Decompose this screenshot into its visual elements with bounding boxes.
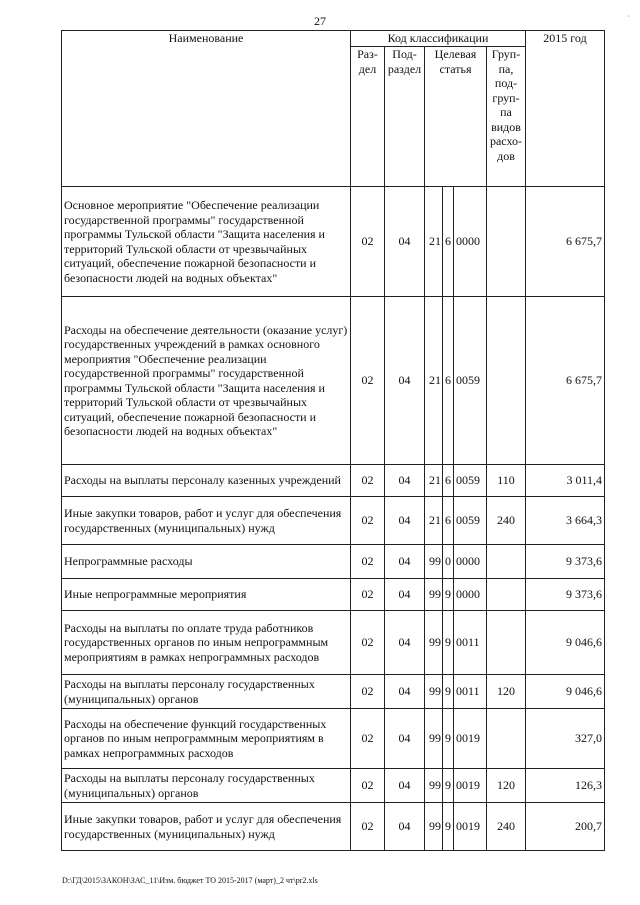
row-amount: 9 046,6	[526, 611, 605, 675]
row-cs3: 0019	[454, 803, 487, 851]
row-razdel: 02	[351, 611, 385, 675]
header-target: Целевая статья	[425, 47, 487, 187]
row-vid	[487, 187, 526, 297]
row-cs3: 0000	[454, 187, 487, 297]
row-podrazdel: 04	[385, 497, 425, 545]
row-vid: 120	[487, 769, 526, 803]
row-vid	[487, 611, 526, 675]
row-razdel: 02	[351, 545, 385, 579]
row-cs2: 9	[443, 803, 454, 851]
row-cs1: 99	[425, 611, 443, 675]
row-cs3: 0019	[454, 709, 487, 769]
row-cs2: 9	[443, 611, 454, 675]
row-cs2: 0	[443, 545, 454, 579]
header-group: Груп- па, под- груп- па видов расхо- дов	[487, 47, 526, 187]
row-cs1: 99	[425, 675, 443, 709]
row-name: Иные закупки товаров, работ и услуг для обеспечения государственных (муниципальных) нужд	[62, 803, 351, 851]
row-amount: 9 373,6	[526, 545, 605, 579]
row-razdel: 02	[351, 579, 385, 611]
row-name: Иные непрограммные мероприятия	[62, 579, 351, 611]
row-amount: 6 675,7	[526, 297, 605, 465]
row-cs2: 9	[443, 579, 454, 611]
file-path-footer: D:\ГД\2015\ЗАКОН\ЗАС_11\Изм. бюджет ТО 2015-2017 (март)_2 чт\pr2.xls	[62, 876, 318, 885]
corner-mark: ·	[627, 12, 630, 21]
budget-table	[61, 30, 605, 851]
row-podrazdel: 04	[385, 465, 425, 497]
row-amount: 3 011,4	[526, 465, 605, 497]
row-name: Непрограммные расходы	[62, 545, 351, 579]
row-razdel: 02	[351, 187, 385, 297]
row-amount: 126,3	[526, 769, 605, 803]
row-name: Расходы на выплаты персоналу казенных учреждений	[62, 465, 351, 497]
row-cs3: 0059	[454, 497, 487, 545]
row-vid	[487, 297, 526, 465]
row-amount: 9 373,6	[526, 579, 605, 611]
row-cs1: 21	[425, 497, 443, 545]
row-vid: 240	[487, 803, 526, 851]
table-row	[62, 675, 605, 709]
row-cs2: 9	[443, 709, 454, 769]
row-cs1: 99	[425, 769, 443, 803]
row-cs1: 99	[425, 803, 443, 851]
table-row	[62, 769, 605, 803]
row-vid: 110	[487, 465, 526, 497]
row-vid	[487, 709, 526, 769]
header-section: Раз- дел	[351, 47, 385, 187]
row-cs2: 6	[443, 187, 454, 297]
table-row	[62, 709, 605, 769]
row-razdel: 02	[351, 675, 385, 709]
row-cs2: 6	[443, 297, 454, 465]
table-row	[62, 545, 605, 579]
row-name: Расходы на обеспечение функций государственных органов по иным непрограммным мероприятиям в рамках непрограммных расходов	[62, 709, 351, 769]
row-podrazdel: 04	[385, 187, 425, 297]
row-cs3: 0011	[454, 611, 487, 675]
table-row	[62, 579, 605, 611]
row-cs2: 9	[443, 675, 454, 709]
row-name: Иные закупки товаров, работ и услуг для обеспечения государственных (муниципальных) нужд	[62, 497, 351, 545]
row-amount: 9 046,6	[526, 675, 605, 709]
row-podrazdel: 04	[385, 579, 425, 611]
row-cs3: 0011	[454, 675, 487, 709]
row-cs2: 9	[443, 769, 454, 803]
row-name: Расходы на выплаты персоналу государственных (муниципальных) органов	[62, 769, 351, 803]
row-cs1: 99	[425, 545, 443, 579]
row-vid	[487, 545, 526, 579]
table-row	[62, 803, 605, 851]
row-cs1: 21	[425, 465, 443, 497]
row-podrazdel: 04	[385, 675, 425, 709]
header-year: 2015 год	[526, 31, 605, 187]
row-razdel: 02	[351, 769, 385, 803]
row-razdel: 02	[351, 709, 385, 769]
row-podrazdel: 04	[385, 545, 425, 579]
table-row	[62, 611, 605, 675]
row-razdel: 02	[351, 297, 385, 465]
row-podrazdel: 04	[385, 611, 425, 675]
header-subsection: Под- раздел	[385, 47, 425, 187]
header-code: Код классификации	[351, 31, 526, 47]
row-amount: 6 675,7	[526, 187, 605, 297]
row-podrazdel: 04	[385, 803, 425, 851]
row-cs1: 21	[425, 297, 443, 465]
row-cs3: 0059	[454, 297, 487, 465]
header-name: Наименование	[62, 31, 351, 187]
row-name: Расходы на выплаты по оплате труда работников государственных органов по иным непрограммным мероприятиям в рамках непрограммных расходов	[62, 611, 351, 675]
row-cs3: 0000	[454, 579, 487, 611]
row-cs3: 0000	[454, 545, 487, 579]
row-amount: 3 664,3	[526, 497, 605, 545]
table-row	[62, 187, 605, 297]
row-name: Расходы на выплаты персоналу государственных (муниципальных) органов	[62, 675, 351, 709]
row-name: Расходы на обеспечение деятельности (оказание услуг) государственных учреждений в рамках основного мероприятия "Обеспечение реализации государственной программы" государственной программы Тульской области "Защита населения и территорий Тульской области от чрезвычайных ситуаций, обеспечение пожарной безопасности и безопасности людей на водных объектах"	[62, 297, 351, 465]
row-razdel: 02	[351, 497, 385, 545]
row-cs2: 6	[443, 497, 454, 545]
row-cs2: 6	[443, 465, 454, 497]
table-row	[62, 497, 605, 545]
row-vid: 120	[487, 675, 526, 709]
table-row	[62, 465, 605, 497]
row-cs3: 0059	[454, 465, 487, 497]
row-podrazdel: 04	[385, 709, 425, 769]
row-vid	[487, 579, 526, 611]
row-cs3: 0019	[454, 769, 487, 803]
row-amount: 200,7	[526, 803, 605, 851]
row-name: Основное мероприятие "Обеспечение реализации государственной программы" государственной программы Тульской области "Защита населения и территорий Тульской области от чрезвычайных ситуаций, обеспечение пожарной безопасности и безопасности людей на водных объектах"	[62, 187, 351, 297]
row-razdel: 02	[351, 465, 385, 497]
row-podrazdel: 04	[385, 297, 425, 465]
row-amount: 327,0	[526, 709, 605, 769]
table-row	[62, 297, 605, 465]
row-vid: 240	[487, 497, 526, 545]
row-cs1: 99	[425, 579, 443, 611]
row-podrazdel: 04	[385, 769, 425, 803]
row-razdel: 02	[351, 803, 385, 851]
row-cs1: 21	[425, 187, 443, 297]
page-number: 27	[314, 14, 326, 28]
row-cs1: 99	[425, 709, 443, 769]
